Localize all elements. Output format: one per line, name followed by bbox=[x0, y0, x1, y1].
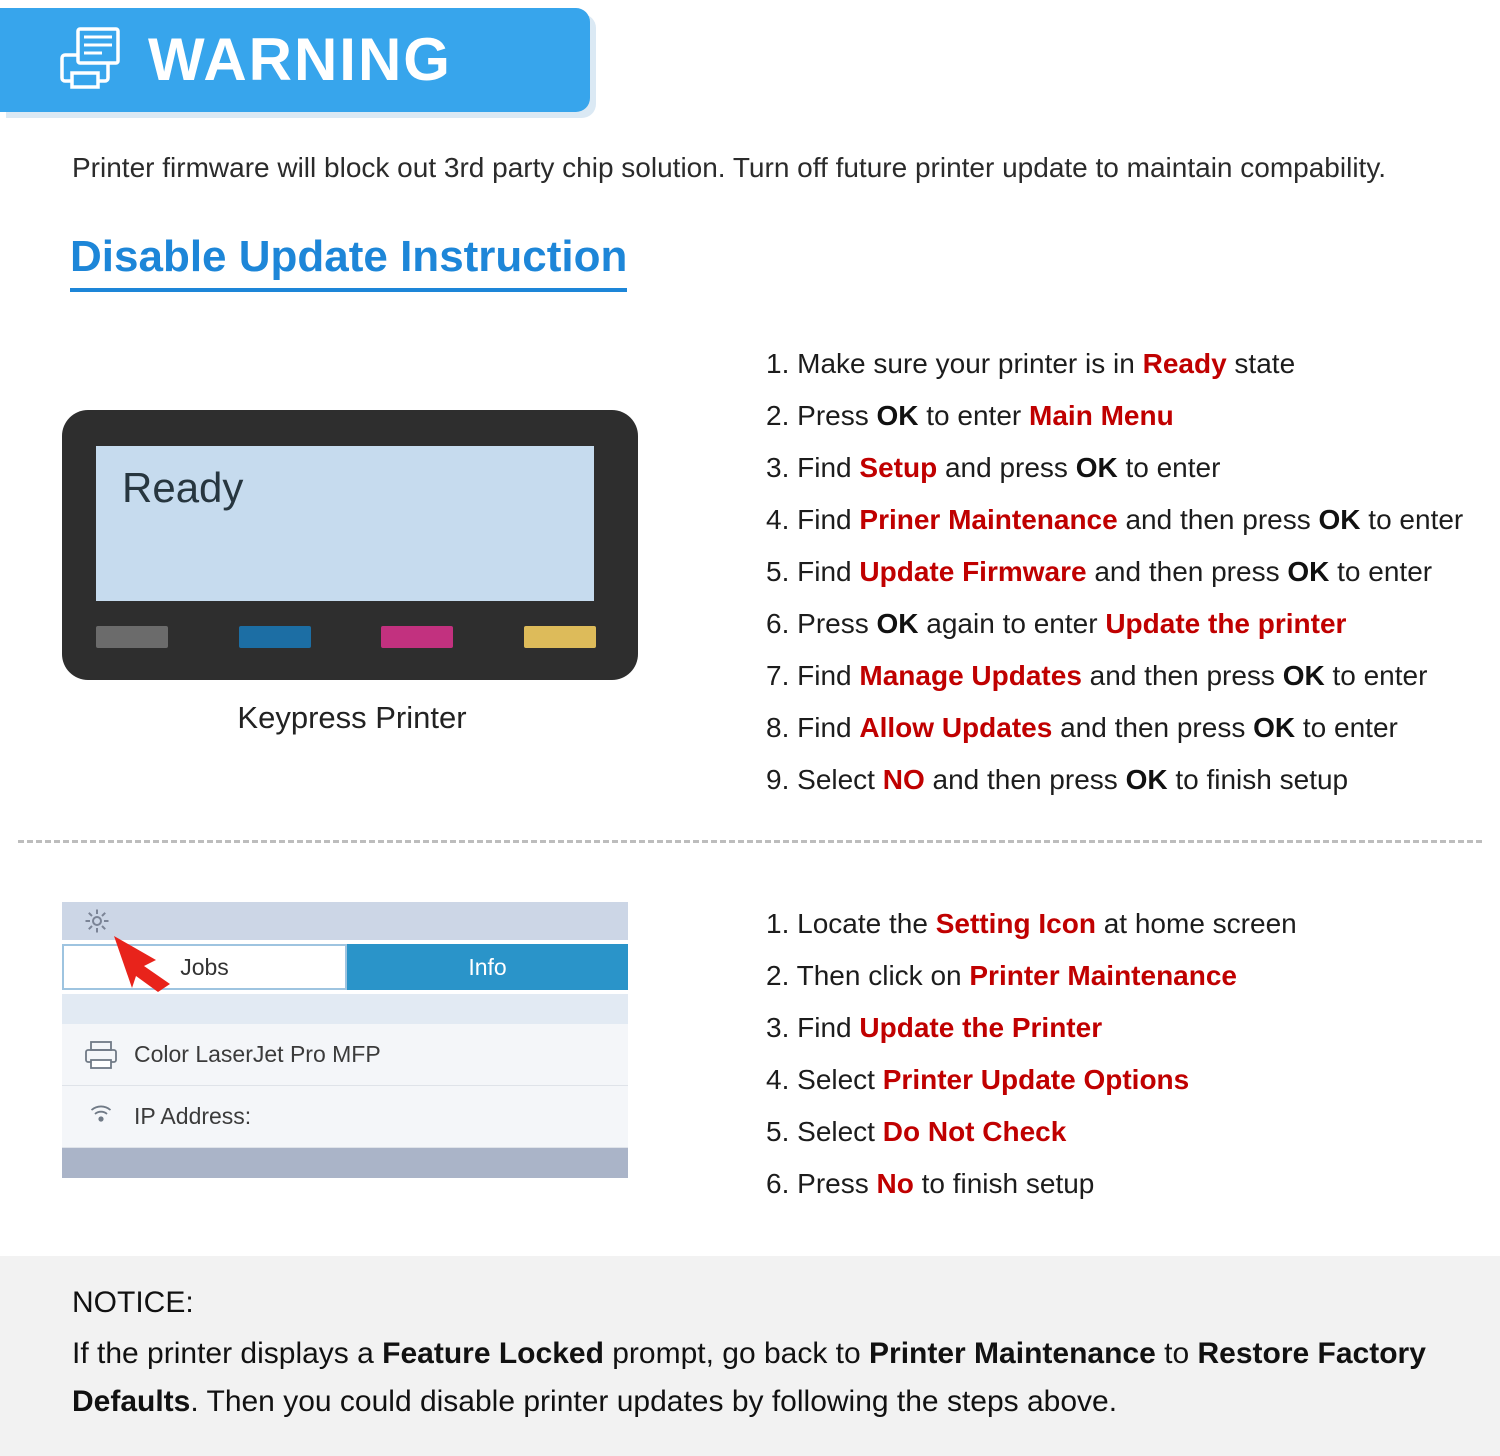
printer-key-magenta[interactable] bbox=[381, 626, 453, 648]
step-highlight: Manage Updates bbox=[859, 660, 1082, 691]
step-text: Locate the bbox=[797, 908, 936, 939]
step-text: to finish setup bbox=[1167, 764, 1349, 795]
step-item bbox=[766, 494, 1486, 546]
step-highlight: Priner Maintenance bbox=[859, 504, 1118, 535]
step-text: Make sure your printer is in bbox=[797, 348, 1143, 379]
step-number: 2. bbox=[766, 400, 798, 431]
step-highlight: Allow Updates bbox=[859, 712, 1053, 743]
printer-caption: Keypress Printer bbox=[237, 700, 467, 735]
step-number: 6. bbox=[766, 608, 798, 639]
step-highlight: Main Menu bbox=[1029, 400, 1174, 431]
step-text: and then press bbox=[1086, 556, 1288, 587]
panel-row-printer-model-label: Color LaserJet Pro MFP bbox=[134, 1041, 381, 1067]
step-text: Then click on bbox=[796, 960, 970, 991]
step-number: 5. bbox=[766, 1116, 798, 1147]
step-text: Press bbox=[797, 1168, 877, 1199]
red-arrow-icon bbox=[110, 924, 220, 994]
steps-list-touchscreen bbox=[766, 898, 1486, 1210]
step-emphasis: OK bbox=[1318, 504, 1361, 535]
step-text: Press bbox=[797, 608, 877, 639]
step-number: 4. bbox=[766, 1064, 798, 1095]
printer-key-yellow[interactable] bbox=[524, 626, 596, 648]
step-text: Press bbox=[797, 400, 877, 431]
keypress-printer-figure bbox=[62, 410, 642, 736]
step-item bbox=[766, 950, 1486, 1002]
step-number: 9. bbox=[766, 764, 798, 795]
step-text: and then press bbox=[1081, 660, 1283, 691]
printer-icon bbox=[84, 1040, 118, 1070]
notice-emphasis: Restore Factory Defaults bbox=[72, 1337, 1426, 1418]
printer-screen bbox=[96, 446, 594, 601]
step-item bbox=[766, 898, 1486, 950]
step-text: to enter bbox=[1360, 504, 1464, 535]
notice-block bbox=[0, 1256, 1500, 1456]
step-text: and then press bbox=[1117, 504, 1319, 535]
step-highlight: Ready bbox=[1142, 348, 1227, 379]
notice-emphasis: Feature Locked bbox=[382, 1337, 604, 1370]
printer-screen-text: Ready bbox=[122, 464, 244, 511]
step-highlight: No bbox=[876, 1168, 914, 1199]
step-text: Select bbox=[797, 764, 883, 795]
step-text: and then press bbox=[1052, 712, 1254, 743]
warning-label: WARNING bbox=[148, 26, 452, 93]
step-text: to enter bbox=[1295, 712, 1398, 743]
step-item bbox=[766, 702, 1486, 754]
step-emphasis: OK bbox=[1075, 452, 1118, 483]
step-highlight: Setup bbox=[859, 452, 938, 483]
step-text: to enter bbox=[1324, 660, 1428, 691]
tab-jobs-label: Jobs bbox=[180, 953, 229, 980]
panel-row-ip-address[interactable] bbox=[62, 1086, 628, 1148]
step-text: Find bbox=[797, 556, 860, 587]
warning-banner bbox=[0, 8, 590, 112]
wireless-icon bbox=[84, 1102, 118, 1132]
step-emphasis: OK bbox=[1287, 556, 1330, 587]
step-text: again to enter bbox=[918, 608, 1106, 639]
step-item bbox=[766, 1158, 1486, 1210]
step-text: Find bbox=[797, 504, 860, 535]
step-emphasis: OK bbox=[1125, 764, 1168, 795]
step-emphasis: OK bbox=[876, 400, 919, 431]
step-emphasis: OK bbox=[1253, 712, 1296, 743]
step-number: 3. bbox=[766, 452, 798, 483]
notice-title: NOTICE: bbox=[72, 1286, 194, 1319]
tab-info[interactable] bbox=[347, 944, 628, 990]
section-divider bbox=[18, 840, 1482, 843]
printer-document-icon bbox=[56, 25, 126, 95]
step-text: Find bbox=[797, 712, 860, 743]
panel-row-printer-model[interactable] bbox=[62, 1024, 628, 1086]
notice-text: prompt, go back to bbox=[603, 1337, 870, 1370]
panel-row-ip-address-label: IP Address: bbox=[134, 1103, 252, 1129]
notice-emphasis: Printer Maintenance bbox=[869, 1337, 1156, 1370]
steps-list-keypress bbox=[766, 338, 1486, 806]
notice-text: to bbox=[1155, 1337, 1198, 1370]
step-number: 5. bbox=[766, 556, 798, 587]
step-number: 2. bbox=[766, 960, 797, 991]
step-number: 3. bbox=[766, 1012, 798, 1043]
touchscreen-panel-figure bbox=[62, 902, 628, 1178]
step-emphasis: OK bbox=[1282, 660, 1325, 691]
tab-info-label: Info bbox=[468, 953, 507, 980]
step-text: Select bbox=[797, 1116, 883, 1147]
step-text: state bbox=[1226, 348, 1296, 379]
notice-text: If the printer displays a bbox=[72, 1337, 383, 1370]
step-number: 4. bbox=[766, 504, 798, 535]
step-item bbox=[766, 1106, 1486, 1158]
panel-bottom-bar bbox=[62, 1148, 628, 1178]
step-text: to enter bbox=[1117, 452, 1221, 483]
step-number: 1. bbox=[766, 348, 798, 379]
step-number: 8. bbox=[766, 712, 798, 743]
notice-body bbox=[72, 1330, 1428, 1426]
step-item bbox=[766, 650, 1486, 702]
step-number: 7. bbox=[766, 660, 798, 691]
step-highlight: NO bbox=[882, 764, 925, 795]
step-item bbox=[766, 1054, 1486, 1106]
step-text: and then press bbox=[924, 764, 1126, 795]
step-number: 6. bbox=[766, 1168, 798, 1199]
step-item bbox=[766, 754, 1486, 806]
notice-text: . Then you could disable printer updates by following the steps above. bbox=[190, 1385, 1118, 1418]
panel-spacer-strip bbox=[62, 994, 628, 1024]
step-item bbox=[766, 390, 1486, 442]
step-text: Find bbox=[797, 452, 860, 483]
printer-key-grey[interactable] bbox=[96, 626, 168, 648]
step-item bbox=[766, 546, 1486, 598]
gear-icon[interactable] bbox=[84, 908, 110, 934]
step-highlight: Setting Icon bbox=[935, 908, 1096, 939]
step-highlight: Update Firmware bbox=[859, 556, 1087, 587]
step-text: to enter bbox=[918, 400, 1030, 431]
step-item bbox=[766, 442, 1486, 494]
step-item bbox=[766, 1002, 1486, 1054]
step-number: 1. bbox=[766, 908, 798, 939]
step-text: and press bbox=[937, 452, 1076, 483]
step-highlight: Printer Maintenance bbox=[969, 960, 1238, 991]
step-highlight: Update the Printer bbox=[859, 1012, 1103, 1043]
step-item bbox=[766, 338, 1486, 390]
step-emphasis: OK bbox=[876, 608, 919, 639]
printer-key-row bbox=[96, 626, 596, 648]
step-highlight: Update the printer bbox=[1105, 608, 1347, 639]
printer-body bbox=[62, 410, 638, 680]
step-text: at home screen bbox=[1095, 908, 1297, 939]
page-title: Disable Update Instruction bbox=[70, 232, 627, 292]
intro-text: Printer firmware will block out 3rd party chip solution. Turn off future printer update to maintain compability. bbox=[72, 152, 1387, 183]
step-text: Select bbox=[797, 1064, 883, 1095]
printer-key-blue[interactable] bbox=[239, 626, 311, 648]
step-text: to finish setup bbox=[913, 1168, 1095, 1199]
step-item bbox=[766, 598, 1486, 650]
step-text: Find bbox=[797, 1012, 860, 1043]
step-text: Find bbox=[797, 660, 860, 691]
step-highlight: Printer Update Options bbox=[882, 1064, 1190, 1095]
step-highlight: Do Not Check bbox=[882, 1116, 1067, 1147]
step-text: to enter bbox=[1329, 556, 1433, 587]
